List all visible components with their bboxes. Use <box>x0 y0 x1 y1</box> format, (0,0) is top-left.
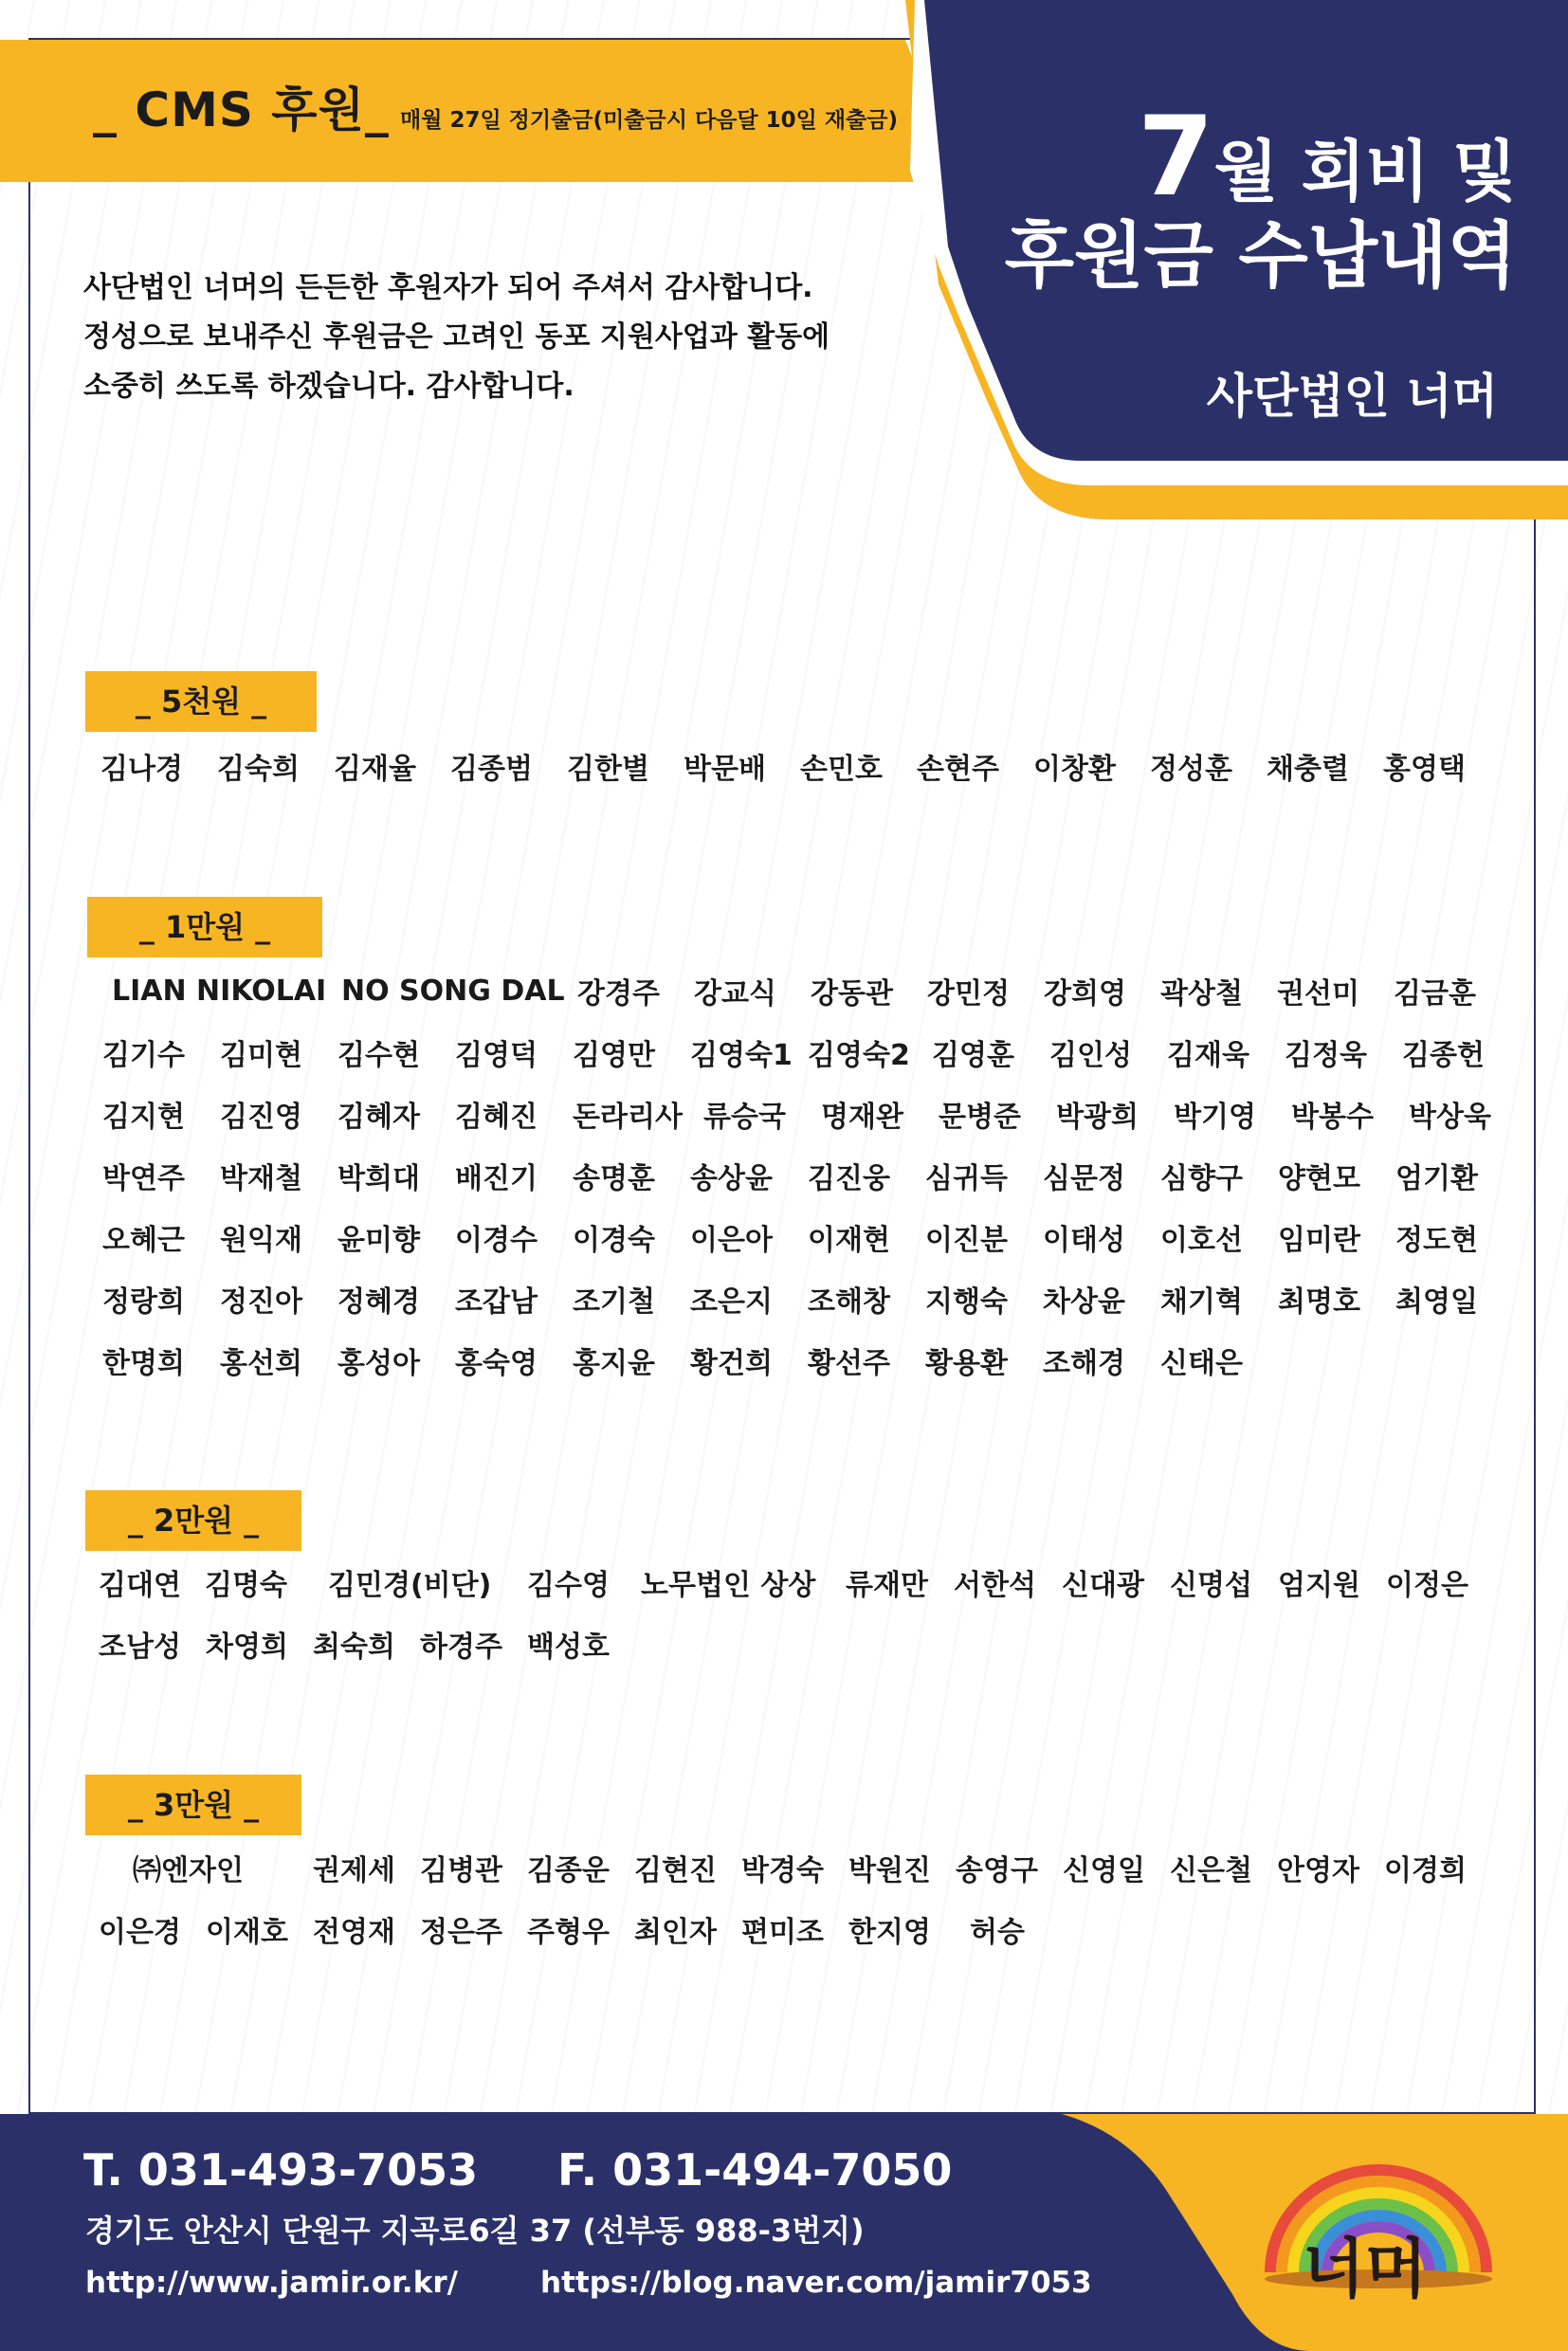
donor-name: 손현주 <box>917 753 999 786</box>
donor-name: 심문정 <box>1043 1162 1125 1195</box>
intro-line: 소중히 쓰도록 하겠습니다. 감사합니다. <box>83 370 574 403</box>
donor-name: 이은아 <box>690 1224 773 1257</box>
donor-name: 전영재 <box>313 1916 395 1949</box>
website-link[interactable]: http://www.jamir.or.kr/ <box>85 2266 458 2300</box>
donor-name: 한명희 <box>102 1347 185 1380</box>
donor-row <box>102 1339 1265 1382</box>
donor-row <box>100 744 1487 788</box>
donor-name: 박원진 <box>848 1854 931 1887</box>
donor-name: 홍지윤 <box>573 1347 655 1380</box>
donor-name: 최인자 <box>634 1916 717 1949</box>
donor-name: 김수현 <box>337 1039 420 1072</box>
title-month-number: 7 <box>1138 93 1214 221</box>
donor-name: 지행숙 <box>925 1285 1008 1319</box>
donor-name: 곽상철 <box>1160 977 1243 1011</box>
donor-name: 이진분 <box>925 1224 1008 1257</box>
donor-name: 최숙희 <box>313 1631 395 1664</box>
donor-name: 이태성 <box>1043 1224 1125 1257</box>
donor-name: 김미현 <box>220 1039 302 1072</box>
donor-name: 김영만 <box>573 1039 655 1072</box>
donor-name: 윤미향 <box>337 1224 420 1257</box>
donor-name: 김재율 <box>334 753 416 786</box>
donor-name: LIAN NIKOLAI <box>112 974 327 1008</box>
donor-name: 백성호 <box>527 1631 610 1664</box>
donor-name: 박재철 <box>220 1162 302 1195</box>
donor-name: 심향구 <box>1160 1162 1243 1195</box>
donor-name: 차영희 <box>206 1631 288 1664</box>
logo-text: 너머 <box>1303 2233 1428 2307</box>
donor-name: 이창환 <box>1033 753 1116 786</box>
address: 경기도 안산시 단원구 지곡로6길 37 (선부동 988-3번지) <box>85 2213 865 2249</box>
donor-name: 홍성아 <box>337 1347 420 1380</box>
donor-name: 차상윤 <box>1043 1285 1125 1319</box>
donor-name: 김금훈 <box>1394 977 1476 1011</box>
cms-subtitle: 매월 27일 정기출금(미출금시 다음달 10일 재출금) <box>400 108 898 133</box>
donor-name: 조해창 <box>808 1285 890 1319</box>
donor-name: 채기혁 <box>1160 1285 1243 1319</box>
donor-name: 강교식 <box>694 977 776 1011</box>
donor-name: 김종운 <box>527 1854 610 1887</box>
donor-name: 하경주 <box>420 1631 502 1664</box>
donor-name: 심귀득 <box>925 1162 1008 1195</box>
donor-name: 한지영 <box>848 1916 931 1949</box>
donor-name: 손민호 <box>800 753 883 786</box>
donor-name: 정혜경 <box>337 1285 420 1319</box>
donor-name: 엄기환 <box>1395 1162 1478 1195</box>
donor-name: 김진영 <box>220 1101 302 1134</box>
donor-name: 정성훈 <box>1150 753 1232 786</box>
donor-name: 원익재 <box>220 1224 302 1257</box>
title-line1-text: 월 회비 및 <box>1213 133 1517 210</box>
donor-name: 이정은 <box>1386 1569 1468 1602</box>
donor-name: 박희대 <box>337 1162 420 1195</box>
donor-name: 송상윤 <box>690 1162 773 1195</box>
section-label-10000: _ 1만원 _ <box>87 897 322 957</box>
donor-name: 박문배 <box>684 753 766 786</box>
donor-name: 박연주 <box>102 1162 185 1195</box>
donor-name: 이재현 <box>808 1224 890 1257</box>
donor-name: 최명호 <box>1278 1285 1360 1319</box>
donor-name: 정은주 <box>420 1916 502 1949</box>
donor-row <box>102 1277 1500 1321</box>
donor-row <box>99 1622 622 1666</box>
donor-name: 이호선 <box>1160 1224 1243 1257</box>
donor-name: 박봉수 <box>1291 1101 1374 1134</box>
donor-name: 엄지원 <box>1278 1569 1360 1602</box>
donor-name: 최영일 <box>1395 1285 1478 1319</box>
donor-name: 신영일 <box>1063 1854 1145 1887</box>
donor-name: 이은경 <box>99 1916 181 1949</box>
donor-name: 김영훈 <box>932 1039 1014 1072</box>
donor-name: 김영숙1 <box>690 1039 793 1072</box>
donor-row <box>102 1215 1500 1259</box>
donor-name: 양현모 <box>1278 1162 1360 1195</box>
donor-row <box>102 1092 1513 1136</box>
donor-name: 김명숙 <box>205 1569 287 1602</box>
donor-name: 황선주 <box>808 1347 890 1380</box>
donor-name: 명재완 <box>821 1101 903 1134</box>
donor-name: 박광희 <box>1056 1101 1139 1134</box>
donor-name: 조해경 <box>1043 1347 1125 1380</box>
donor-row <box>102 1154 1500 1197</box>
donor-name: 류재만 <box>846 1569 928 1602</box>
donor-name: 김종범 <box>450 753 533 786</box>
donor-name: 김종헌 <box>1402 1039 1485 1072</box>
donor-name: 김인성 <box>1049 1039 1132 1072</box>
donor-name: 조은지 <box>690 1285 773 1319</box>
donor-name: ㈜엔자인 <box>133 1854 244 1887</box>
donor-name: 안영자 <box>1277 1854 1359 1887</box>
donor-name: 권제세 <box>313 1854 395 1887</box>
intro-line: 사단법인 너머의 든든한 후원자가 되어 주셔서 감사합니다. <box>83 271 813 304</box>
donor-name: 정진아 <box>220 1285 302 1319</box>
donor-name: 신명섭 <box>1170 1569 1252 1602</box>
donor-name: 김영숙2 <box>808 1039 910 1072</box>
donor-name: 김민경(비단) <box>328 1569 492 1602</box>
page-title-line2: 후원금 수납내역 <box>1004 213 1517 298</box>
donor-name: 신태은 <box>1160 1347 1243 1380</box>
donor-name: 임미란 <box>1278 1224 1360 1257</box>
donor-name: 신대광 <box>1062 1569 1144 1602</box>
phone-number: T. 031-493-7053 <box>83 2144 479 2196</box>
donor-name: 돈라리사 <box>573 1101 683 1134</box>
donor-name: 김영덕 <box>455 1039 538 1072</box>
donor-name: 정랑희 <box>102 1285 185 1319</box>
donor-name: 김혜진 <box>455 1101 538 1134</box>
donor-name: 김한별 <box>567 753 649 786</box>
org-name: 사단법인 너머 <box>1206 369 1498 424</box>
donor-name: 오혜근 <box>102 1224 185 1257</box>
page-title-line1 <box>1071 93 1517 221</box>
donor-name: 문병준 <box>939 1101 1021 1134</box>
donor-name: 배진기 <box>455 1162 538 1195</box>
donor-name: 이재호 <box>206 1916 288 1949</box>
donor-name: 김혜자 <box>337 1101 420 1134</box>
donor-name: 노무법인 상상 <box>641 1569 816 1602</box>
donor-name: 이경희 <box>1384 1854 1467 1887</box>
donor-row <box>112 969 1498 1012</box>
intro-text <box>83 264 899 411</box>
donor-name: 주형우 <box>527 1916 610 1949</box>
blog-link[interactable]: https://blog.naver.com/jamir7053 <box>540 2266 1092 2300</box>
donor-name: 홍숙영 <box>455 1347 538 1380</box>
donor-name: 박상욱 <box>1409 1101 1491 1134</box>
donor-name: 조기철 <box>573 1285 655 1319</box>
donor-row <box>99 1907 1055 1951</box>
section-label-5000: _ 5천원 _ <box>85 671 317 732</box>
donor-name: NO SONG DAL <box>341 974 565 1008</box>
donor-name: 채충렬 <box>1267 753 1349 786</box>
donor-name: 송영구 <box>956 1854 1038 1887</box>
donor-name: 김지현 <box>102 1101 185 1134</box>
donor-name: 류승국 <box>703 1101 786 1134</box>
donor-name: 강경주 <box>577 977 660 1011</box>
donor-name: 김숙희 <box>217 753 300 786</box>
donor-name: 김현진 <box>634 1854 717 1887</box>
donor-name: 조남성 <box>99 1631 181 1664</box>
donor-name: 김수영 <box>527 1569 610 1602</box>
donor-name: 이경숙 <box>573 1224 655 1257</box>
donor-name: 김병관 <box>420 1854 502 1887</box>
section-label-20000: _ 2만원 _ <box>85 1490 301 1551</box>
donor-name: 허승 <box>970 1916 1025 1949</box>
cms-title: _ CMS 후원_ <box>93 82 390 137</box>
donor-name: 강민정 <box>927 977 1010 1011</box>
donor-name: 편미조 <box>741 1916 824 1949</box>
donor-name: 홍선희 <box>220 1347 302 1380</box>
donor-name: 송명훈 <box>573 1162 655 1195</box>
donor-row <box>133 1846 1479 1889</box>
fax-number: F. 031-494-7050 <box>557 2144 953 2196</box>
donor-name: 조갑남 <box>455 1285 538 1319</box>
donor-name: 권선미 <box>1277 977 1359 1011</box>
donor-name: 박경숙 <box>741 1854 824 1887</box>
section-label-30000: _ 3만원 _ <box>85 1775 301 1835</box>
donor-name: 김정욱 <box>1285 1039 1367 1072</box>
donor-name: 정도현 <box>1395 1224 1478 1257</box>
donor-name: 이경수 <box>455 1224 538 1257</box>
donor-name: 김대연 <box>99 1569 181 1602</box>
donor-row <box>102 1030 1506 1074</box>
donor-name: 신은철 <box>1170 1854 1252 1887</box>
donor-name: 김기수 <box>102 1039 185 1072</box>
donor-name: 황건희 <box>690 1347 773 1380</box>
donor-name: 홍영택 <box>1383 753 1466 786</box>
donor-name: 강동관 <box>811 977 893 1011</box>
donor-row <box>99 1560 1481 1604</box>
donor-name: 황용환 <box>925 1347 1008 1380</box>
donor-name: 김나경 <box>100 753 183 786</box>
donor-name: 김재욱 <box>1167 1039 1249 1072</box>
donor-name: 서한석 <box>954 1569 1036 1602</box>
intro-line: 정성으로 보내주신 후원금은 고려인 동포 지원사업과 활동에 <box>83 320 830 354</box>
donor-name: 김진웅 <box>808 1162 890 1195</box>
donor-name: 강희영 <box>1044 977 1126 1011</box>
donor-name: 박기영 <box>1174 1101 1256 1134</box>
